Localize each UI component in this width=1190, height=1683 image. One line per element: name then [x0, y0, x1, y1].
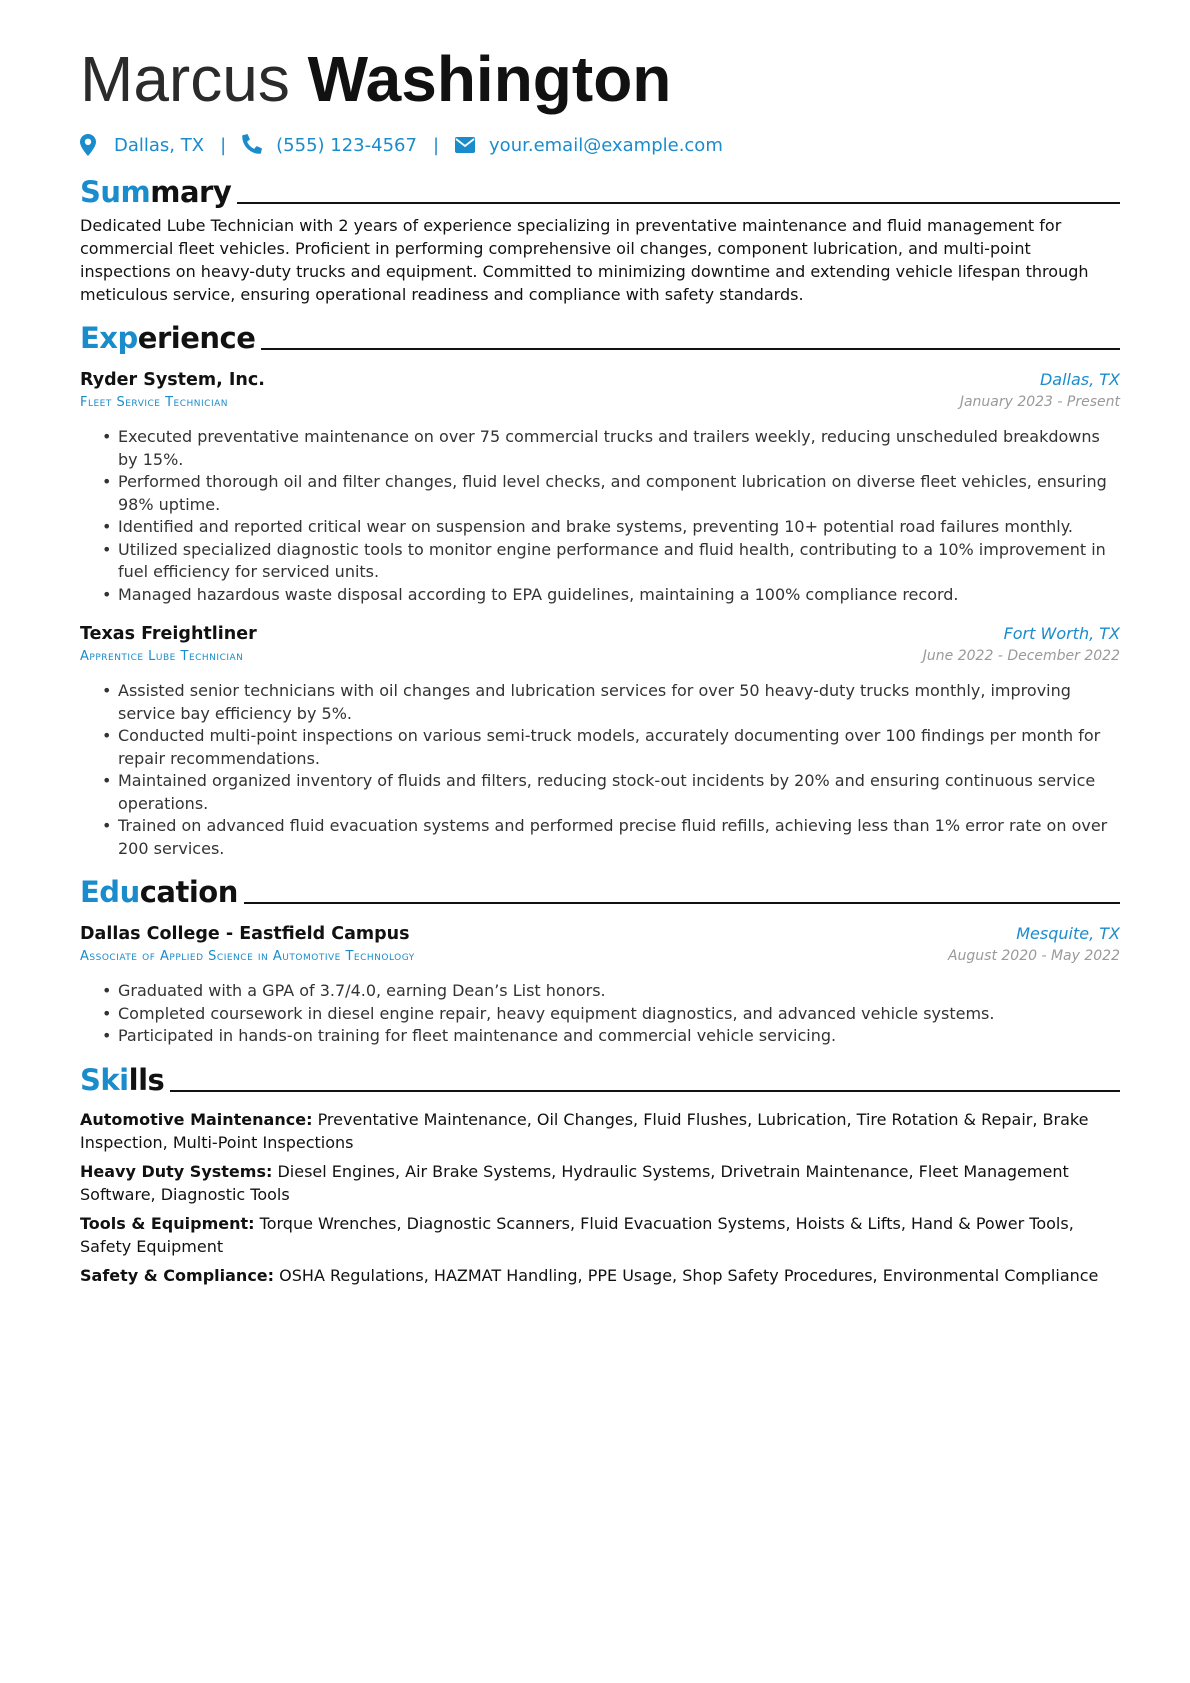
section-rule: [237, 202, 1120, 204]
first-name: Marcus: [80, 43, 290, 115]
skill-group: [80, 1108, 1120, 1154]
separator: |: [432, 134, 440, 156]
bullet-item: • Performed thorough oil and filter changes, fluid level checks, and component lubrication on diverse fleet vehicles, ensuring 98% uptime.: [102, 471, 1120, 516]
contact-email[interactable]: [455, 134, 723, 156]
section-rule: [244, 902, 1120, 904]
separator: |: [220, 134, 227, 156]
job-dates: June 2022 - December 2022: [922, 648, 1120, 664]
skill-label: Heavy Duty Systems:: [80, 1161, 273, 1181]
bullet-item: • Maintained organized inventory of fluids and filters, reducing stock-out incidents by 20% and ensuring continuous service operations.: [102, 770, 1120, 815]
experience-heading: [80, 316, 1120, 356]
phone-icon: [242, 134, 264, 156]
phone-text: (555) 123-4567: [276, 134, 417, 156]
skill-group: [80, 1264, 1120, 1287]
envelope-icon: [455, 134, 477, 156]
job-entry: [80, 368, 1120, 606]
job-location: Dallas, TX: [1039, 370, 1120, 389]
contact-location: [80, 134, 204, 156]
job-bullets: [102, 426, 1120, 606]
bullet-item: • Trained on advanced fluid evacuation systems and performed precise fluid refills, achieving less than 1% error rate on over 200 services.: [102, 815, 1120, 860]
last-name: Washington: [307, 43, 672, 115]
summary-title-accent: Sum: [80, 175, 151, 209]
skill-items: Diesel Engines, Air Brake Systems, Hydraulic Systems, Drivetrain Maintenance, Fleet Management Software, Diagnostic Tools: [80, 1161, 1069, 1204]
email-text: your.email@example.com: [489, 134, 723, 156]
experience-title-accent: Exp: [80, 321, 138, 355]
map-marker-icon: [80, 134, 102, 156]
job-dates: January 2023 - Present: [959, 394, 1120, 410]
skill-items: OSHA Regulations, HAZMAT Handling, PPE Usage, Shop Safety Procedures, Environmental Compliance: [279, 1265, 1099, 1285]
bullet-item: • Graduated with a GPA of 3.7/4.0, earning Dean’s List honors.: [102, 980, 1120, 1003]
skill-label: Safety & Compliance:: [80, 1265, 275, 1285]
job-company: Ryder System, Inc.: [80, 370, 265, 390]
skills-title-accent: Ski: [80, 1062, 129, 1097]
bullet-item: • Managed hazardous waste disposal according to EPA guidelines, maintaining a 100% compliance record.: [102, 584, 1120, 607]
contact-bar: [80, 130, 1120, 160]
bullet-item: • Utilized specialized diagnostic tools to monitor engine performance and fluid health, contributing to a 10% improvement in fuel efficiency for serviced units.: [102, 539, 1120, 584]
skill-label: Automotive Maintenance:: [80, 1109, 313, 1129]
school-location: Mesquite, TX: [1016, 924, 1120, 943]
education-dates: August 2020 - May 2022: [947, 948, 1120, 964]
experience-title-rest: erience: [137, 321, 256, 355]
bullet-item: • Participated in hands-on training for fleet maintenance and commercial vehicle servicing.: [102, 1025, 1120, 1048]
resume-page: [80, 40, 1120, 1287]
skill-items: Torque Wrenches, Diagnostic Scanners, Fluid Evacuation Systems, Hoists & Lifts, Hand & Power Tools, Safety Equipment: [80, 1213, 1074, 1256]
school-name: Dallas College - Eastfield Campus: [80, 924, 410, 944]
degree: Associate of Applied Science in Automotive Technology: [80, 949, 415, 964]
section-rule: [261, 348, 1120, 350]
skill-group: [80, 1160, 1120, 1206]
education-title-accent: Edu: [80, 875, 140, 909]
job-bullets: [102, 680, 1120, 860]
skill-label: Tools & Equipment:: [80, 1213, 255, 1233]
summary-title-rest: mary: [150, 175, 232, 209]
bullet-item: • Conducted multi-point inspections on various semi-truck models, accurately documenting over 100 findings per month for repair recommendations.: [102, 725, 1120, 770]
skill-items: Preventative Maintenance, Oil Changes, Fluid Flushes, Lubrication, Tire Rotation & Repair, Brake Inspection, Multi-Point Inspections: [80, 1109, 1089, 1152]
contact-phone[interactable]: [242, 134, 417, 156]
job-company: Texas Freightliner: [80, 624, 257, 644]
location-text: Dallas, TX: [114, 134, 205, 156]
summary-heading: [80, 170, 1120, 210]
skill-group: [80, 1212, 1120, 1258]
section-rule: [170, 1090, 1120, 1092]
education-heading: [80, 870, 1120, 910]
education-bullets: [102, 980, 1120, 1048]
summary-text: Dedicated Lube Technician with 2 years of experience specializing in preventative maintenance and fluid management for commercial fleet vehicles. Proficient in performing comprehensive oil changes, component lubrication, and multi-point inspections on heavy-duty trucks and equipment. Committed to minimizing downtime and extending vehicle lifespan through meticulous service, ensuring operational readiness and compliance with safety standards.: [80, 216, 1089, 304]
bullet-item: • Completed coursework in diesel engine repair, heavy equipment diagnostics, and advanced vehicle systems.: [102, 1003, 1120, 1026]
job-role: Apprentice Lube Technician: [80, 649, 244, 664]
skills-title-rest: lls: [128, 1062, 165, 1097]
bullet-item: • Assisted senior technicians with oil changes and lubrication services for over 50 heavy-duty trucks monthly, improving service bay efficiency by 5%.: [102, 680, 1120, 725]
candidate-name: [80, 40, 1120, 122]
job-entry: [80, 622, 1120, 860]
education-entry: [80, 922, 1120, 1048]
job-role: Fleet Service Technician: [80, 395, 229, 410]
skills-heading: [80, 1058, 1120, 1098]
bullet-item: • Identified and reported critical wear on suspension and brake systems, preventing 10+ potential road failures monthly.: [102, 516, 1120, 539]
job-location: Fort Worth, TX: [1003, 624, 1120, 643]
education-title-rest: cation: [139, 875, 238, 909]
bullet-item: • Executed preventative maintenance on over 75 commercial trucks and trailers weekly, reducing unscheduled breakdowns by 15%.: [102, 426, 1120, 471]
